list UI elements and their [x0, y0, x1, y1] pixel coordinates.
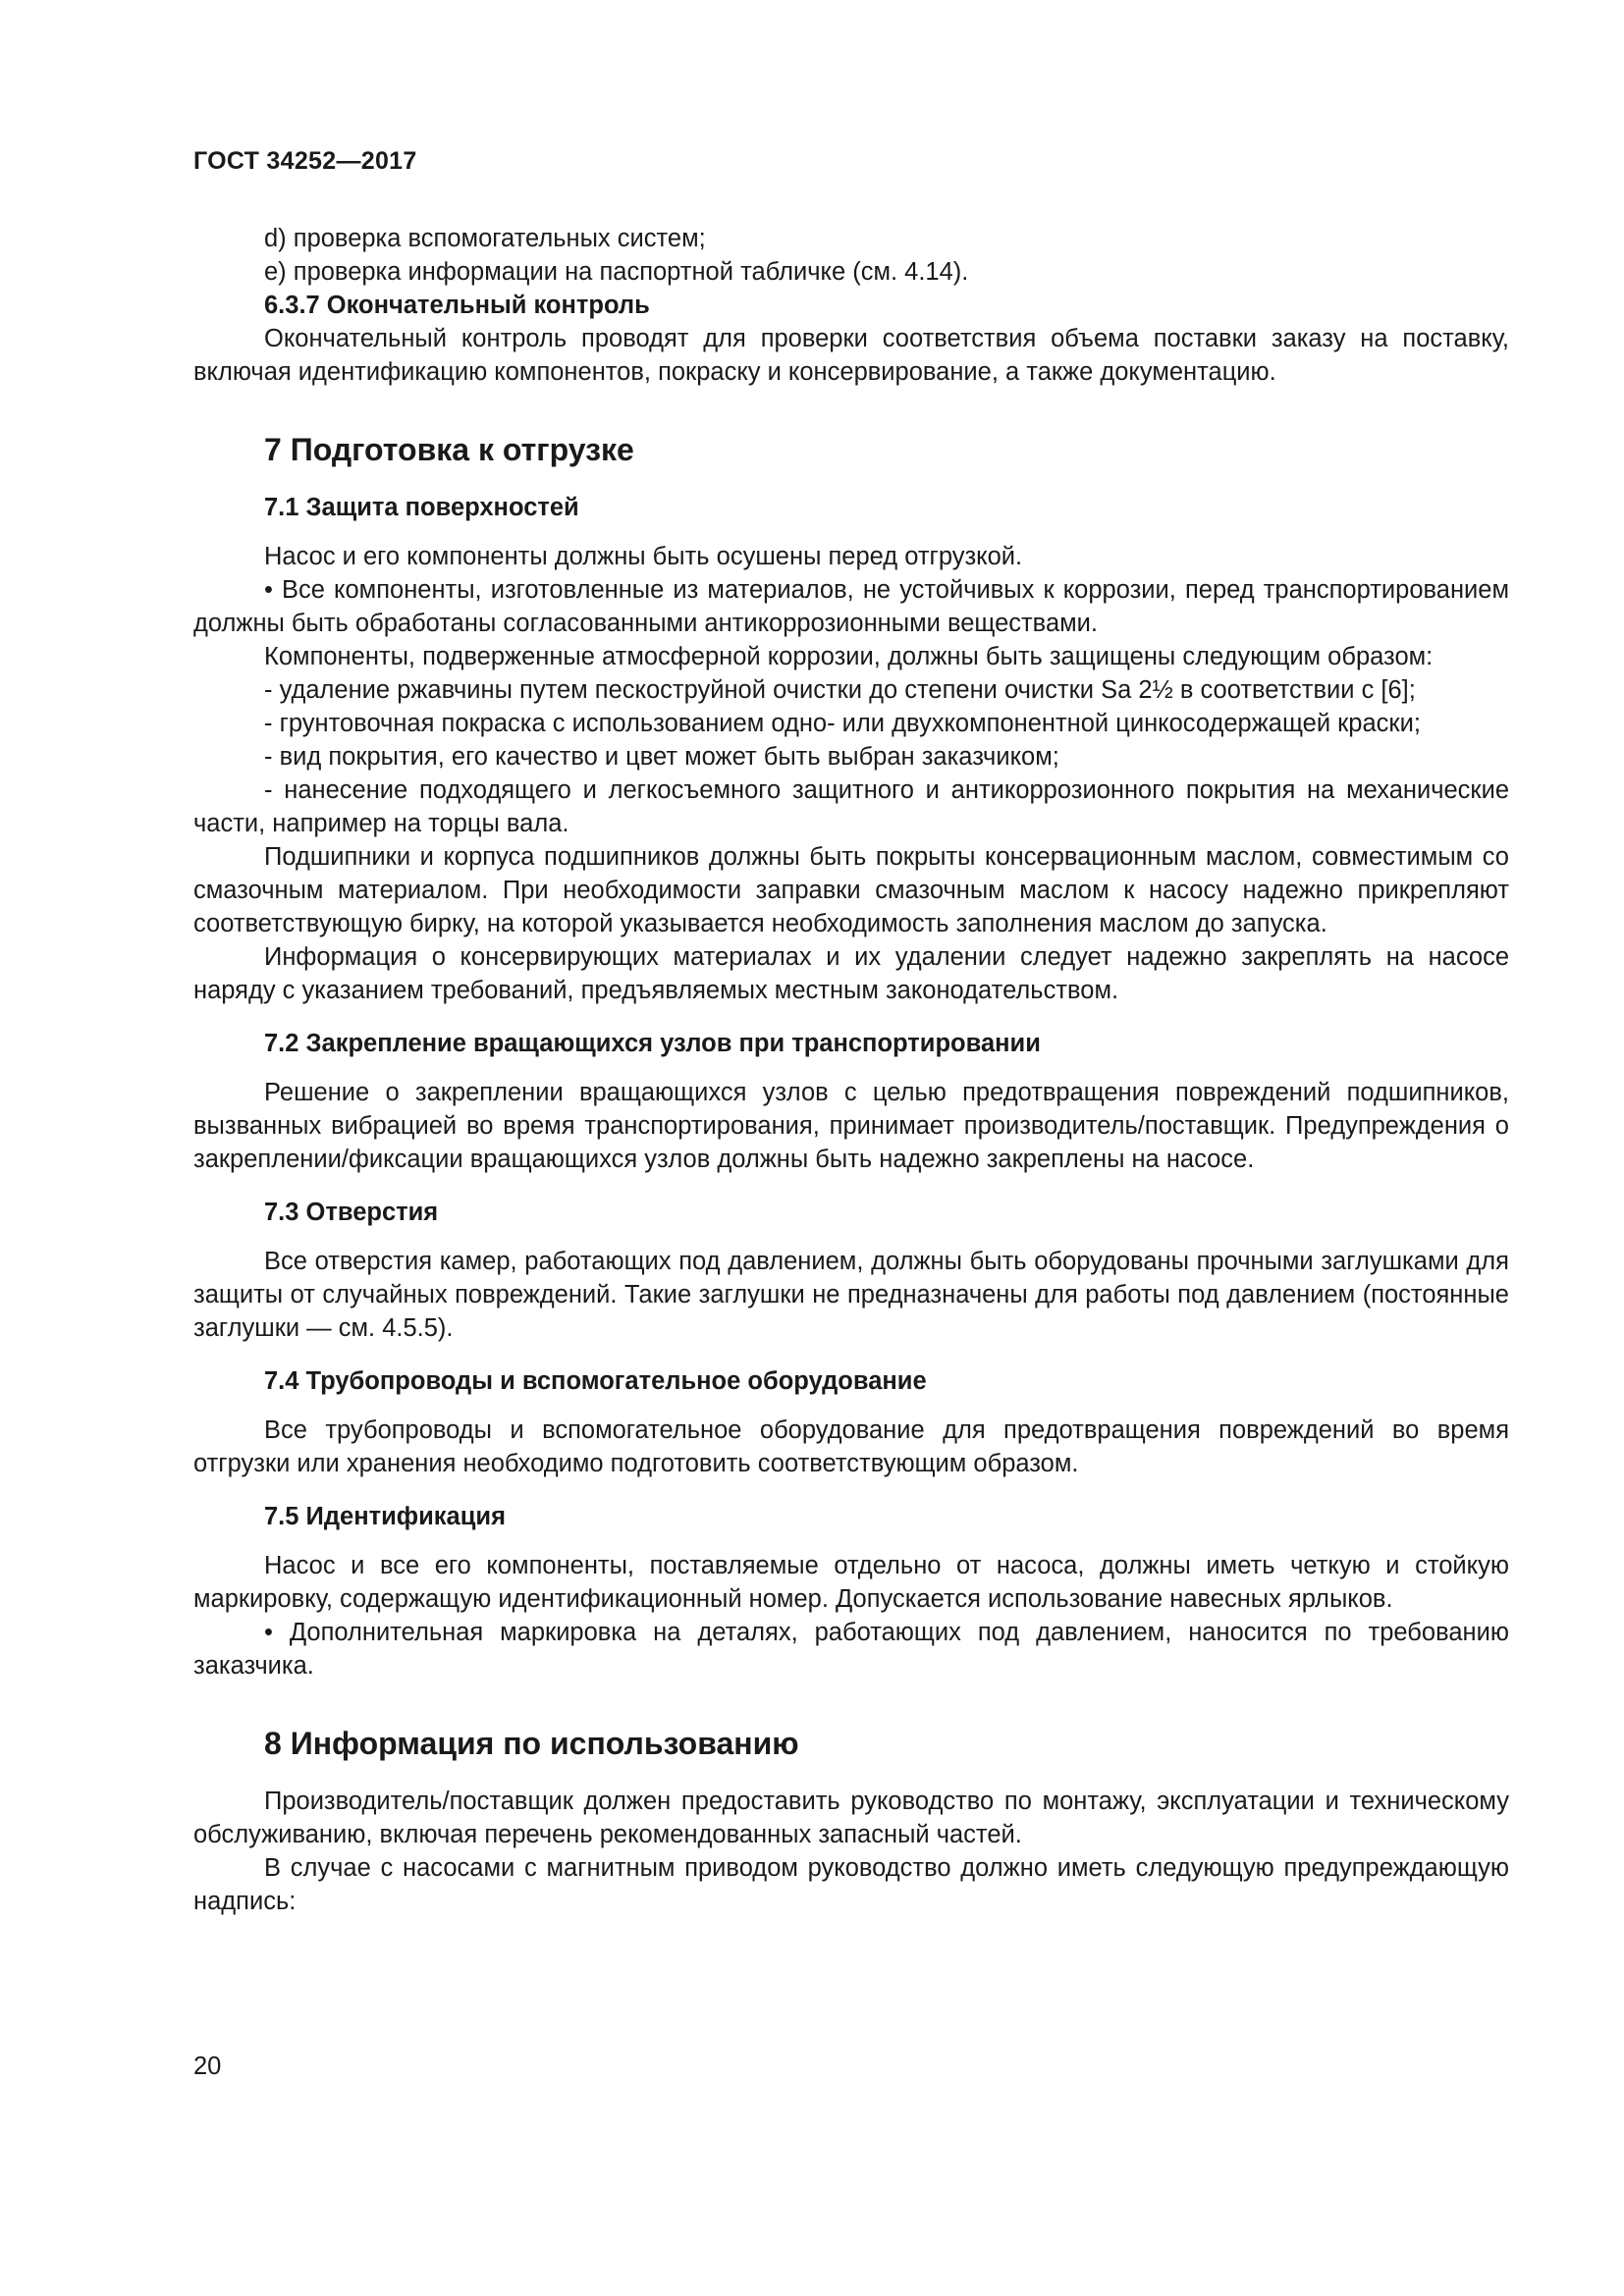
paragraph-8-2: В случае с насосами с магнитным приводом руководство должно иметь следующую предупреждающую надпись:	[193, 1854, 1509, 1915]
paragraph-8-1: Производитель/поставщик должен предоставить руководство по монтажу, эксплуатации и техническому обслуживанию, включая перечень рекомендованных запасный частей.	[193, 1788, 1509, 1848]
paragraph-7-3-1: Все отверстия камер, работающих под давлением, должны быть оборудованы прочными заглушками для защиты от случайных повреждений. Такие заглушки не предназначены для работы под давлением (постоянные заглушки — см. 4.5.5).	[193, 1248, 1509, 1342]
section-title-7: 7 Подготовка к отгрузке	[264, 432, 634, 467]
paragraph-7-1-9: Информация о консервирующих материалах и их удалении следует надежно закреплять на насосе наряду с указанием требований, предъявляемых местным законодательством.	[193, 943, 1509, 1004]
page-number: 20	[193, 2053, 222, 2080]
paragraph-7-1-3: Компоненты, подверженные атмосферной коррозии, должны быть защищены следующим образом:	[264, 643, 1434, 670]
subsection-title-7-1: 7.1 Защита поверхностей	[264, 494, 579, 521]
list-item-d: d) проверка вспомогательных систем;	[264, 225, 706, 252]
paragraph-7-1-4: - удаление ржавчины путем пескоструйной очистки до степени очистки Sa 2½ в соответствии с [6];	[264, 676, 1416, 704]
paragraph-7-1-5: - грунтовочная покраска с использованием одно- или двухкомпонентной цинкосодержащей краски;	[264, 710, 1421, 737]
subsection-title-7-4: 7.4 Трубопроводы и вспомогательное оборудование	[264, 1367, 927, 1395]
section-title-8: 8 Информация по использованию	[264, 1726, 799, 1761]
document-body	[193, 222, 1509, 1918]
paragraph-7-2-1: Решение о закреплении вращающихся узлов с целью предотвращения повреждений подшипников, вызванных вибрацией во время транспортирования, принимает производитель/поставщик. Предупреждения о закреплении/фиксации вращающихся узлов должны быть надежно закреплены на насосе.	[193, 1079, 1509, 1173]
paragraph-7-5-2: • Дополнительная маркировка на деталях, работающих под давлением, наносится по требованию заказчика.	[193, 1619, 1509, 1680]
paragraph-6-3-7: Окончательный контроль проводят для проверки соответствия объема поставки заказу на поставку, включая идентификацию компонентов, покраску и консервирование, а также документацию.	[193, 325, 1509, 386]
subsection-title-7-5: 7.5 Идентификация	[264, 1503, 506, 1530]
paragraph-7-5-1: Насос и все его компоненты, поставляемые отдельно от насоса, должны иметь четкую и стойкую маркировку, содержащую идентификационный номер. Допускается использование навесных ярлыков.	[193, 1552, 1509, 1613]
document-code-header: ГОСТ 34252—2017	[193, 147, 417, 175]
paragraph-7-1-8: Подшипники и корпуса подшипников должны быть покрыты консервационным маслом, совместимым со смазочным материалом. При необходимости заправки смазочным маслом к насосу надежно прикрепляют соответствующую бирку, на которой указывается необходимость заполнения маслом до запуска.	[193, 843, 1509, 937]
paragraph-7-1-7: - нанесение подходящего и легкосъемного защитного и антикоррозионного покрытия на механические части, например на торцы вала.	[193, 776, 1509, 837]
paragraph-7-4-1: Все трубопроводы и вспомогательное оборудование для предотвращения повреждений во время отгрузки или хранения необходимо подготовить соответствующим образом.	[193, 1416, 1509, 1477]
subsection-title-6-3-7: 6.3.7 Окончательный контроль	[264, 292, 650, 319]
paragraph-7-1-6: - вид покрытия, его качество и цвет может быть выбран заказчиком;	[264, 743, 1059, 771]
list-item-e: e) проверка информации на паспортной табличке (см. 4.14).	[264, 258, 969, 286]
paragraph-7-1-2: • Все компоненты, изготовленные из материалов, не устойчивых к коррозии, перед транспортированием должны быть обработаны согласованными антикоррозионными веществами.	[193, 576, 1509, 637]
subsection-title-7-3: 7.3 Отверстия	[264, 1199, 439, 1226]
paragraph-7-1-1: Насос и его компоненты должны быть осушены перед отгрузкой.	[264, 543, 1023, 570]
subsection-title-7-2: 7.2 Закрепление вращающихся узлов при транспортировании	[264, 1030, 1041, 1057]
